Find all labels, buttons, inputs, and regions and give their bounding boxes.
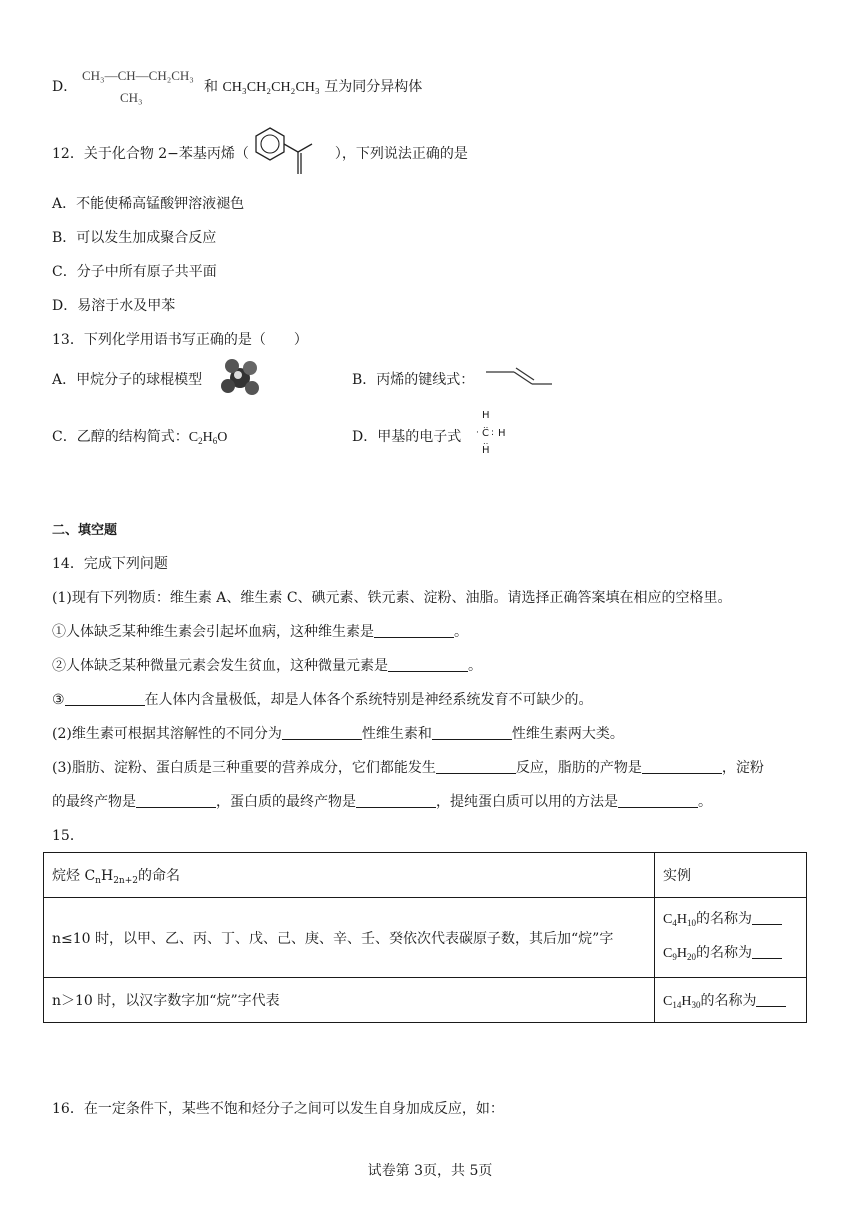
answer-blank[interactable] [388, 657, 468, 672]
q12-option-a: A．不能使稀高锰酸钾溶液褪色 [52, 196, 245, 212]
text: 性维生素和 [361, 726, 432, 742]
text: 性维生素两大类。 [511, 726, 624, 742]
text: (3)脂肪、淀粉、蛋白质是三种重要的营养成分，它们都能发生 [52, 760, 436, 776]
answer-blank[interactable] [436, 759, 516, 774]
answer-blank[interactable] [374, 623, 454, 638]
sub: 2n+2 [113, 875, 138, 886]
text: 的最终产物是 [52, 794, 136, 810]
section-title: 二、填空题 [52, 523, 118, 538]
q15-number: 15． [52, 828, 84, 844]
formula-carbon: C [188, 430, 199, 445]
answer-blank[interactable] [618, 793, 698, 808]
q13-option-d: D．甲基的电子式 [352, 429, 462, 445]
answer-blank[interactable] [136, 793, 216, 808]
answer-blank[interactable] [752, 910, 782, 925]
text: 。 [454, 624, 468, 640]
q14-part1: (1)现有下列物质：维生素 A、维生素 C、碘元素、铁元素、淀粉、油脂。请选择正确答案填在相应的空格里。 [52, 590, 732, 606]
text: 反应，脂肪的产物是 [515, 760, 642, 776]
answer-blank[interactable] [642, 759, 722, 774]
answer-blank[interactable] [65, 691, 145, 706]
example-c4h10 [663, 904, 798, 938]
q12-option-d: D．易溶于水及甲苯 [52, 298, 176, 314]
h-right: H [498, 428, 506, 439]
text: ③ [52, 692, 65, 708]
h-bottom: H [482, 445, 490, 456]
sub: 9 [672, 951, 677, 962]
q14-part3-line1 [52, 758, 764, 778]
table-header-cell: 实例 [655, 853, 807, 898]
q11-option-d [52, 77, 77, 97]
q14-part1-c [52, 690, 593, 710]
answer-blank[interactable] [356, 793, 436, 808]
text: 。 [698, 794, 712, 810]
table-cell: n≤10 时，以甲、乙、丙、丁、戊、己、庚、辛、壬、癸依次代表碳原子数，其后加“烷”字 [44, 898, 655, 978]
q14-part2 [52, 724, 624, 744]
sub: 14 [672, 1000, 682, 1010]
option-label: D． [52, 79, 78, 95]
text: ，淀粉 [721, 760, 764, 776]
table-header-cell [44, 853, 655, 898]
text: ①人体缺乏某种维生素会引起坏血病，这种维生素是 [52, 624, 374, 640]
q12-option-c: C．分子中所有原子共平面 [52, 264, 217, 280]
q13-option-a: A．甲烷分子的球棍模型 [52, 372, 203, 388]
text: 的命名 [137, 867, 180, 884]
text: 的名称为 [700, 993, 757, 1009]
text: 烷烃 C [52, 867, 96, 884]
text: 。 [468, 658, 482, 674]
table-row [44, 853, 807, 898]
sub: 10 [686, 917, 696, 928]
text: 在人体内含量极低，却是人体各个系统特别是神经系统发育不可缺少的。 [144, 692, 593, 708]
table-cell: n＞10 时，以汉字数字加“烷”字代表 [44, 978, 655, 1023]
butane-formula: CH₃CH₂CH₂CH₃ [222, 80, 320, 95]
example-c9h20 [663, 938, 798, 972]
alkane-naming-table [43, 852, 807, 1023]
q11-structure-branch: CH₃ [120, 90, 143, 105]
q12-stem-before: 12．关于化合物 2−苯基丙烯（ [52, 146, 249, 162]
text: H [100, 867, 114, 884]
sub: 4 [672, 917, 677, 928]
q14-part3-line2 [52, 792, 712, 812]
and-text: 和 [204, 79, 218, 95]
formula-oxygen: O [217, 430, 228, 445]
q14-part1-b [52, 656, 482, 676]
q13-stem: 13．下列化学用语书写正确的是（ ） [52, 332, 308, 348]
answer-blank[interactable] [282, 725, 362, 740]
text: H [676, 945, 687, 961]
page-footer: 试卷第 3页，共 5页 [367, 1163, 493, 1179]
q14-stem: 14．完成下列问题 [52, 556, 168, 572]
text: H [676, 911, 687, 927]
sub: 20 [686, 951, 696, 962]
methane-ball-stick-model-image [218, 358, 262, 398]
ethanol-formula [189, 430, 228, 445]
formula-sub: 6 [212, 436, 218, 446]
c-center: C [482, 428, 489, 439]
q13-option-c [52, 427, 227, 451]
table-cell [655, 898, 807, 978]
table-row [44, 898, 807, 978]
sub: 30 [691, 1000, 701, 1010]
answer-blank[interactable] [432, 725, 512, 740]
text: 的名称为 [695, 910, 752, 927]
formula-sub: 2 [198, 436, 203, 446]
text: H [681, 994, 692, 1009]
q13-option-b: B．丙烯的键线式： [352, 372, 475, 388]
methyl-electron-formula: H ‥ · C : H ‥ H [476, 410, 506, 456]
q16-stem: 16．在一定条件下，某些不饱和烃分子之间可以发生自身加成反应，如： [52, 1101, 504, 1117]
q11-option-d-text [204, 77, 422, 98]
isomer-text: 互为同分异构体 [324, 79, 423, 95]
text: C [663, 994, 673, 1009]
answer-blank[interactable] [752, 944, 782, 959]
h-top: H [482, 410, 490, 421]
text: C [663, 945, 673, 961]
phenylpropene-structure-image [250, 122, 336, 180]
text: ，蛋白质的最终产物是 [216, 794, 356, 810]
q12-stem-after: ），下列说法正确的是 [334, 146, 468, 162]
q12-option-b: B．可以发生加成聚合反应 [52, 230, 217, 246]
text: (2)维生素可根据其溶解性的不同分为 [52, 726, 282, 742]
table-row [44, 978, 807, 1023]
table-cell [655, 978, 807, 1023]
q14-part1-a [52, 622, 468, 642]
text: C [663, 911, 673, 927]
text: 的名称为 [695, 944, 752, 961]
text: ，提纯蛋白质可以用的方法是 [436, 794, 618, 810]
answer-blank[interactable] [756, 992, 786, 1007]
text: ②人体缺乏某种微量元素会发生贫血，这种微量元素是 [52, 658, 388, 674]
propene-line-structure-image [484, 364, 554, 388]
q11-structure-main: CH₃—CH—CH₂CH₃ [82, 68, 194, 83]
formula-hydrogen: H [202, 430, 213, 445]
option-c-prefix: C．乙醇的结构简式： [52, 429, 189, 445]
sub: n [95, 875, 101, 886]
